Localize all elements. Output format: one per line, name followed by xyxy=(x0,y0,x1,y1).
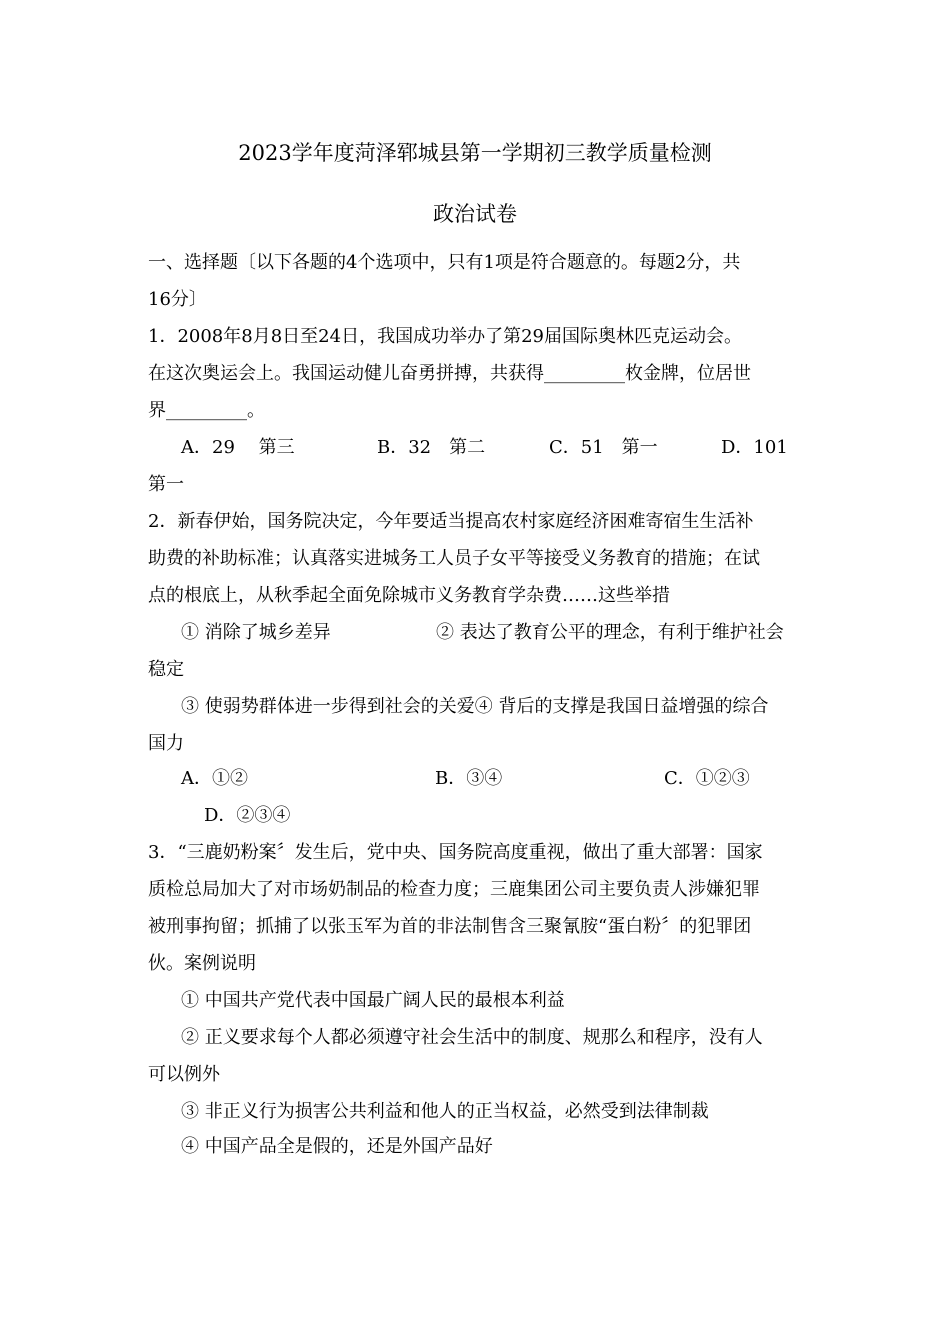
q2-text-line3: 点的根底上，从秋季起全面免除城市义务教育学杂费……这些举措 xyxy=(148,585,670,606)
q2-statement-3-4: ③ 使弱势群体进一步得到社会的关爱④ 背后的支撑是我国日益增强的综合 xyxy=(181,696,769,717)
q1-text-line1: 1．2008年8月8日至24日，我国成功举办了第29届国际奥林匹克运动会。 xyxy=(148,326,742,347)
q1-option-b: B．32 第二 xyxy=(377,437,486,458)
q2-option-d: D．②③④ xyxy=(204,805,291,826)
q1-option-d-cont: 第一 xyxy=(148,474,184,495)
q3-text-line4: 伙。案例说明 xyxy=(148,953,256,974)
q1-option-d: D．101 xyxy=(721,437,788,458)
q3-statement-4: ④ 中国产品全是假的，还是外国产品好 xyxy=(181,1136,493,1157)
q3-statement-2-cont: 可以例外 xyxy=(148,1064,220,1085)
q2-statement-1: ① 消除了城乡差异 xyxy=(181,622,331,643)
q2-statement-2-cont: 稳定 xyxy=(148,659,184,680)
q1-text-line3: 界_________。 xyxy=(148,400,265,421)
q3-statement-1: ① 中国共产党代表中国最广阔人民的最根本利益 xyxy=(181,990,565,1011)
section-heading-cont: 16分〕 xyxy=(148,289,207,310)
page-title: 2023学年度菏泽郓城县第一学期初三教学质量检测 xyxy=(238,141,712,165)
q3-statement-2: ② 正义要求每个人都必须遵守社会生活中的制度、规那么和程序，没有人 xyxy=(181,1027,763,1048)
q3-text-line1: 3．“三鹿奶粉案〞发生后，党中央、国务院高度重视，做出了重大部署：国家 xyxy=(148,842,763,863)
q1-option-c: C．51 第一 xyxy=(549,437,658,458)
q2-option-a: A．①② xyxy=(181,768,248,789)
q3-statement-3: ③ 非正义行为损害公共利益和他人的正当权益，必然受到法律制裁 xyxy=(181,1101,709,1122)
q2-statement-2: ② 表达了教育公平的理念，有利于维护社会 xyxy=(436,622,784,643)
q2-statement-4-cont: 国力 xyxy=(148,733,184,754)
q2-option-b: B．③④ xyxy=(435,768,503,789)
q1-option-a: A．29 第三 xyxy=(181,437,295,458)
page-subtitle: 政治试卷 xyxy=(433,202,517,226)
section-heading: 一、选择题〔以下各题的4个选项中，只有1项是符合题意的。每题2分，共 xyxy=(148,252,741,273)
q3-text-line2: 质检总局加大了对市场奶制品的检查力度；三鹿集团公司主要负责人涉嫌犯罪 xyxy=(148,879,760,900)
q1-text-line2: 在这次奥运会上。我国运动健儿奋勇拼搏，共获得_________枚金牌，位居世 xyxy=(148,363,751,384)
q2-text-line2: 助费的补助标准；认真落实进城务工人员子女平等接受义务教育的措施；在试 xyxy=(148,548,760,569)
q3-text-line3: 被刑事拘留；抓捕了以张玉军为首的非法制售含三聚氰胺“蛋白粉〞的犯罪团 xyxy=(148,916,752,937)
q2-text-line1: 2．新春伊始，国务院决定，今年要适当提高农村家庭经济困难寄宿生生活补 xyxy=(148,511,754,532)
q2-option-c: C．①②③ xyxy=(664,768,750,789)
